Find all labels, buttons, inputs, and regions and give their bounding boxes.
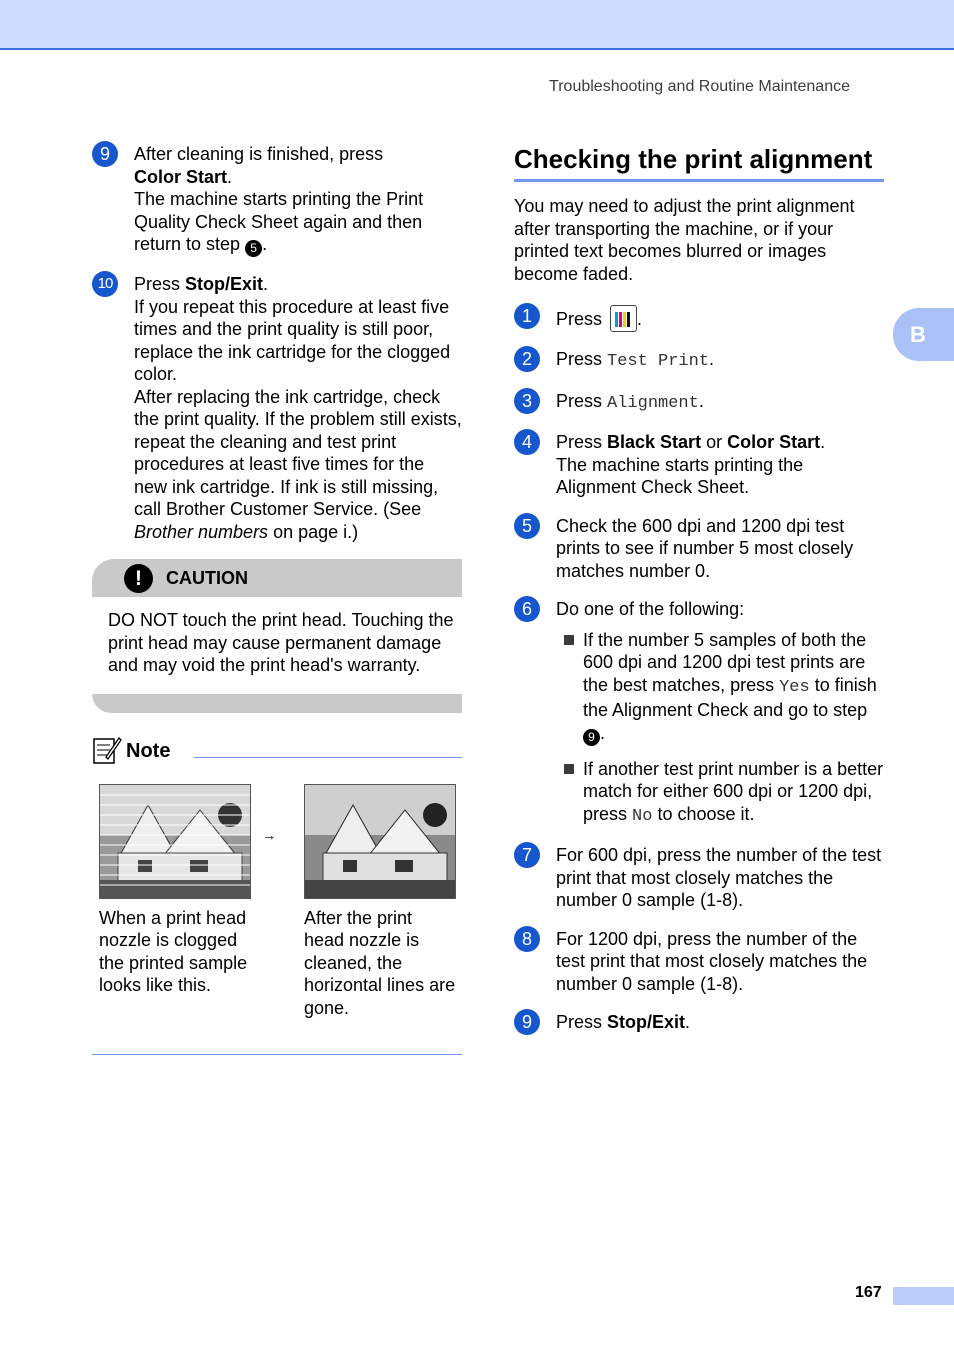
bullet-square-icon [564, 764, 574, 774]
text: . [262, 234, 268, 254]
text: The machine starts printing the Print Quality Check Sheet again and then return to step [134, 189, 424, 254]
text: Do one of the following: [556, 599, 745, 619]
step-1 [514, 305, 884, 332]
step-number: 1 [514, 303, 540, 329]
exclamation-icon: ! [124, 564, 153, 593]
step-ref: 5 [245, 240, 262, 257]
text: Press [556, 1012, 608, 1032]
key-label: Color Start [134, 166, 228, 187]
house-photo-clean [304, 784, 456, 899]
text: Press [556, 349, 608, 369]
bullet-square-icon [564, 635, 574, 645]
key-label: Color Start [727, 432, 821, 452]
caution-footer [92, 694, 462, 713]
text: . [227, 166, 233, 187]
top-band [0, 0, 954, 50]
lcd-option: Yes [779, 677, 810, 697]
text: on page i.) [268, 521, 359, 542]
key-label: Stop/Exit [185, 274, 264, 294]
text: to choose it. [652, 803, 755, 824]
step-4 [514, 431, 884, 499]
chapter-tab: B [893, 308, 954, 361]
text: to finish the Alignment Check and go to step [583, 674, 877, 720]
step-number: 3 [514, 388, 540, 414]
caution-title: CAUTION [166, 567, 248, 588]
step-2 [514, 348, 884, 374]
ink-color-icon [610, 305, 637, 332]
figure-cleaned [304, 784, 456, 1020]
step-number: 6 [514, 596, 540, 622]
step-number: 8 [514, 926, 540, 952]
text: Press [556, 309, 603, 329]
text: Check the 600 dpi and 1200 dpi test prints to see if number 5 most closely matches number 0. [556, 515, 854, 581]
note-pencil-icon [92, 735, 126, 768]
lcd-option: Alignment [607, 393, 699, 413]
right-column [514, 143, 884, 1050]
step-6 [514, 598, 884, 828]
step-number: 9 [92, 141, 118, 167]
step-10-left [92, 273, 462, 543]
caution-body: DO NOT touch the print head. Touching the print head may cause permanent damage and may void the print head's warranty. [108, 610, 454, 675]
figure-caption: When a print head nozzle is clogged the printed sample looks like this. [99, 907, 248, 995]
text: If you repeat this procedure at least five times and the print quality is still poor, replace the ink cartridge for the clogged color. [134, 296, 451, 384]
running-header: Troubleshooting and Routine Maintenance [549, 78, 850, 95]
arrow-right-icon: → [262, 826, 276, 843]
step-9-right [514, 1011, 884, 1034]
step-3 [514, 390, 884, 416]
text: If another test print number is a better match for either 600 dpi or 1200 dpi, press [583, 758, 884, 824]
note-title: Note [126, 740, 171, 762]
text: After replacing the ink cartridge, check the print quality. If the problem still exists, repeat the cleaning and test print procedures at least five times for the new ink cartridge. If ink is still missing, call Brother Customer Service. (See [134, 386, 462, 519]
house-photo-with-lines [99, 784, 251, 899]
step-number: 4 [514, 429, 540, 455]
left-column [92, 143, 462, 1055]
step-number: 5 [514, 513, 540, 539]
text: For 600 dpi, press the number of the test print that most closely matches the number 0 sample (1-8). [556, 845, 882, 910]
text: . [820, 432, 826, 452]
text: If the number 5 samples of both the 600 dpi and 1200 dpi test prints are the best matches, press [583, 629, 867, 695]
note-rule [194, 757, 462, 758]
text: For 1200 dpi, press the number of the test print that most closely matches the number 0 sample (1-8). [556, 928, 868, 994]
page-number: 167 [855, 1284, 882, 1301]
lcd-option: No [632, 806, 653, 826]
step-number: 7 [514, 842, 540, 868]
note-header [92, 735, 462, 768]
text: Press [556, 390, 608, 411]
text: . [709, 349, 715, 369]
text: The machine starts printing the Alignment Check Sheet. [556, 454, 804, 497]
step-9-left [92, 143, 462, 257]
step-8 [514, 928, 884, 996]
step-7 [514, 844, 884, 912]
text: or [701, 432, 728, 452]
text: . [263, 274, 269, 294]
step-5 [514, 515, 884, 583]
caution-header [92, 559, 462, 597]
step-number: 9 [514, 1009, 540, 1035]
step-ref: 9 [583, 729, 600, 746]
text: After cleaning is finished, press [134, 144, 384, 164]
text: Press [134, 274, 186, 294]
step-text [134, 143, 462, 257]
bullet-item [556, 758, 884, 829]
text: . [685, 1012, 691, 1032]
key-label: Black Start [607, 432, 702, 452]
text: . [637, 309, 643, 329]
intro-paragraph: You may need to adjust the print alignment after transporting the machine, or if your printed text becomes blurred or images become faded. [514, 196, 855, 284]
text: . [600, 722, 606, 743]
figure-caption: After the print head nozzle is cleaned, the horizontal lines are gone. [304, 907, 456, 1018]
lcd-option: Test Print [607, 352, 710, 371]
page-number-bar [893, 1287, 954, 1305]
bullet-item [556, 629, 884, 746]
text: Press [556, 432, 608, 452]
text: . [698, 390, 704, 411]
cross-reference: Brother numbers [134, 521, 269, 542]
key-label: Stop/Exit [607, 1012, 686, 1032]
note-figures [92, 784, 462, 1055]
section-heading: Checking the print alignment [514, 143, 884, 182]
step-number: 10 [92, 271, 118, 297]
step-text [134, 273, 462, 543]
step-number: 2 [514, 346, 540, 372]
figure-clogged [99, 784, 251, 997]
